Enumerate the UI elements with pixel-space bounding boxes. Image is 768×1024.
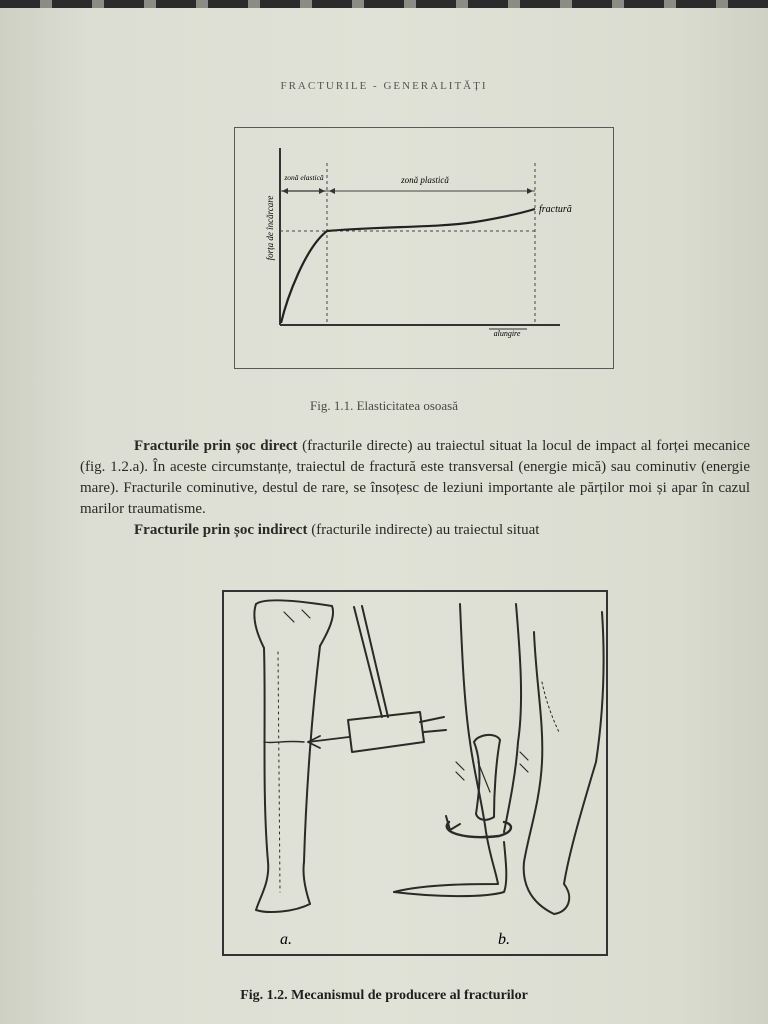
term-direct: Fracturile prin șoc direct [134,438,298,454]
x-axis-label: alungire [493,329,521,338]
body-text [80,436,750,541]
figure-1-1-drawing [235,128,613,368]
arrow-head-right [319,188,325,194]
leg-illustration-b [394,604,604,914]
label-a: a. [280,931,292,948]
load-curve [281,209,535,323]
y-axis-label: forța de încărcare [265,195,275,261]
figure-1-1 [234,127,614,369]
figure-1-2-drawing [224,592,606,954]
term-indirect: Fracturile prin șoc indirect [134,522,308,538]
plastic-zone-label: zonă plastică [401,175,449,185]
paragraph-indirect-fractures [80,520,750,541]
label-b: b. [498,931,510,948]
paragraph-direct-text: (fracturile directe) au traiectul situat la locul de impact al forței mecanice (fig. 1.2.a). În aceste circumstanțe, traiectul de fractură este transversal (energie mică) sau cominutiv (energie mare). Fracturile cominutive, destul de rare, se însoțesc de leziuni importante ale părților moi și apar în cazul marilor traumatisme. [80,438,750,517]
paragraph-indirect-text: (fracturile indirecte) au traiectul situat [307,522,540,538]
bone-illustration-a [254,600,446,912]
arrow-head-left [329,188,335,194]
paragraph-direct-fractures [80,436,750,520]
arrow-head-left [282,188,288,194]
figure-1-1-caption: Fig. 1.1. Elasticitatea osoasă [309,398,459,413]
fracture-label: fractură [539,204,572,215]
elastic-zone-label: zonă elastică [284,173,324,182]
figure-1-2-caption: Fig. 1.2. Mecanismul de producere al fracturilor [240,988,528,1003]
spiral-binding [0,0,768,8]
running-header: FRACTURILE - GENERALITĂȚI [280,80,488,92]
arrow-head-right [527,188,533,194]
figure-1-2 [222,590,608,956]
